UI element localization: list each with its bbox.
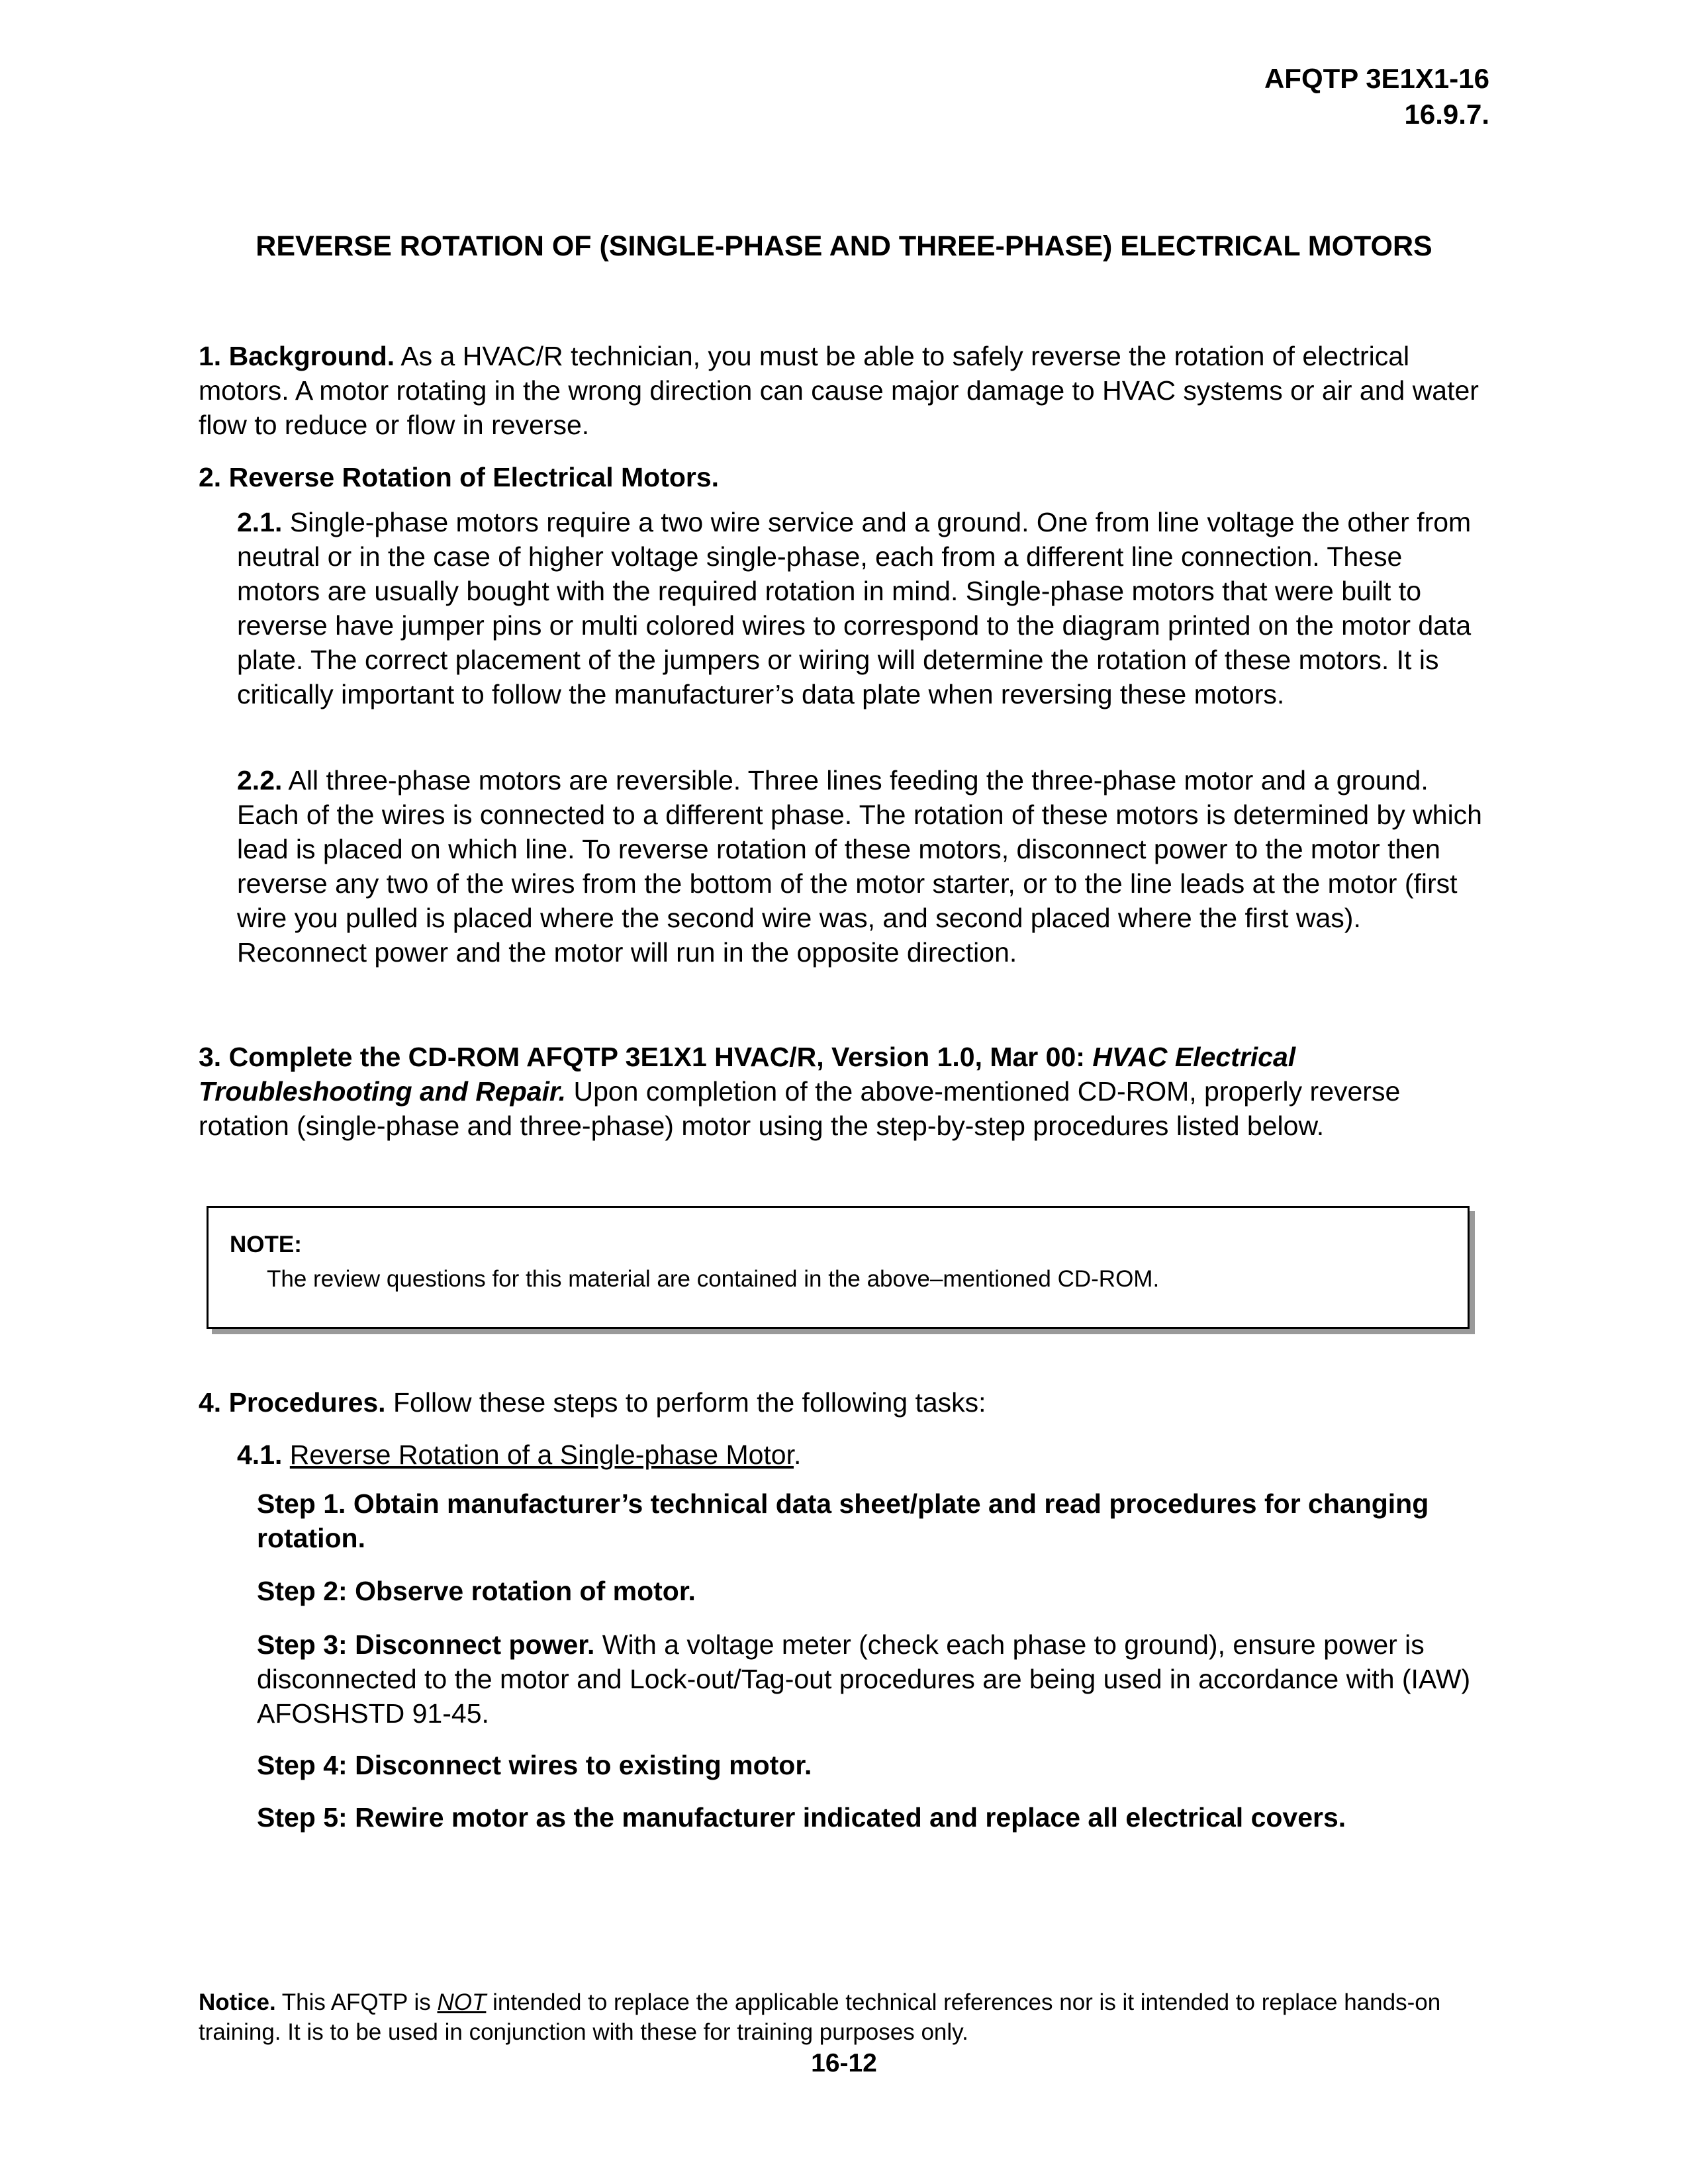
procedures-heading: 4. Procedures. <box>199 1387 386 1418</box>
procedure-4-1-period: . <box>794 1439 802 1470</box>
step-2-label: Step 2: Observe rotation of motor. <box>257 1576 696 1606</box>
step-3-label: Step 3: Disconnect power. <box>257 1629 595 1660</box>
paragraph-2-1 <box>237 505 1489 711</box>
step-1-label: Step 1. Obtain manufacturer’s technical data sheet/plate and read procedures for changing rotation. <box>257 1488 1429 1553</box>
notice-not: NOT <box>437 1989 487 2015</box>
procedure-4-1-number: 4.1. <box>237 1439 283 1470</box>
paragraph-2-2-text: All three-phase motors are reversible. Three lines feeding the three-phase motor and a ground. Each of the wires is connected to a different phase. The rotation of these motors is determined by which lead is placed on which line. To reverse rotation of these motors, disconnect power to the motor then reverse any two of the wires from the bottom of the motor starter, or to the line leads at the motor (first wire you pulled is placed where the second wire was, and second placed where the first was). Reconnect power and the motor will run in the opposite direction. <box>237 765 1482 968</box>
step-4-label: Step 4: Disconnect wires to existing motor. <box>257 1750 812 1780</box>
step-2 <box>257 1574 1489 1608</box>
notice-label: Notice. <box>199 1989 276 2015</box>
step-3-text: With a voltage meter (check each phase to ground), ensure power is disconnected to the motor and Lock-out/Tag-out procedures are being used in accordance with (IAW) AFOSHSTD 91-45. <box>257 1629 1471 1729</box>
step-5 <box>257 1800 1489 1835</box>
page-title: REVERSE ROTATION OF (SINGLE-PHASE AND THREE-PHASE) ELECTRICAL MOTORS <box>256 230 1432 262</box>
reverse-rotation-heading: 2. Reverse Rotation of Electrical Motors. <box>199 462 720 492</box>
background-paragraph <box>199 339 1489 442</box>
cdrom-title: HVAC Electrical Troubleshooting and Repair. <box>199 1042 1296 1107</box>
procedures-paragraph <box>199 1385 1489 1420</box>
note-label: NOTE: <box>230 1232 302 1257</box>
background-heading: 1. Background. <box>199 341 395 371</box>
step-1 <box>257 1486 1489 1555</box>
paragraph-2-2-number: 2.2. <box>237 765 283 796</box>
section-number: 16.9.7. <box>1404 99 1489 130</box>
document-id: AFQTP 3E1X1-16 <box>1264 63 1489 94</box>
procedures-text: Follow these steps to perform the following tasks: <box>393 1387 986 1418</box>
background-text: As a HVAC/R technician, you must be able to safely reverse the rotation of electrical motors. A motor rotating in the wrong direction can cause major damage to HVAC systems or air and water flow to reduce or flow in reverse. <box>199 341 1479 440</box>
paragraph-2-2 <box>237 763 1489 970</box>
notice-footer <box>199 1987 1489 2047</box>
procedure-4-1 <box>237 1437 1489 1472</box>
cdrom-paragraph <box>199 1040 1489 1143</box>
step-4 <box>257 1748 1489 1782</box>
notice-pre: This AFQTP is <box>281 1989 431 2015</box>
paragraph-2-1-text: Single-phase motors require a two wire service and a ground. One from line voltage the other from neutral or in the case of higher voltage single-phase, each from a different line connection. These motors are usually bought with the required rotation in mind. Single-phase motors that were built to reverse have jumper pins or multi colored wires to correspond to the diagram printed on the motor data plate. The correct placement of the jumpers or wiring will determine the rotation of these motors. It is critically important to follow the manufacturer’s data plate when reversing these motors. <box>237 507 1472 709</box>
paragraph-2-1-number: 2.1. <box>237 507 283 537</box>
page-number: 16-12 <box>811 2049 877 2077</box>
step-3 <box>257 1627 1489 1731</box>
notice-post: intended to replace the applicable technical references nor is it intended to replace hands-on training. It is to be used in conjunction with these for training purposes only. <box>199 1989 1441 2045</box>
step-5-label: Step 5: Rewire motor as the manufacturer indicated and replace all electrical covers. <box>257 1802 1346 1833</box>
note-text: The review questions for this material are contained in the above–mentioned CD-ROM. <box>267 1266 1160 1292</box>
cdrom-heading: 3. Complete the CD-ROM AFQTP 3E1X1 HVAC/R, Version 1.0, Mar 00: <box>199 1042 1085 1072</box>
note-box <box>207 1206 1470 1329</box>
cdrom-text: Upon completion of the above-mentioned CD-ROM, properly reverse rotation (single-phase and three-phase) motor using the step-by-step procedures listed below. <box>199 1076 1401 1141</box>
page-header <box>1264 61 1489 132</box>
procedure-4-1-title: Reverse Rotation of a Single-phase Motor <box>289 1439 794 1470</box>
